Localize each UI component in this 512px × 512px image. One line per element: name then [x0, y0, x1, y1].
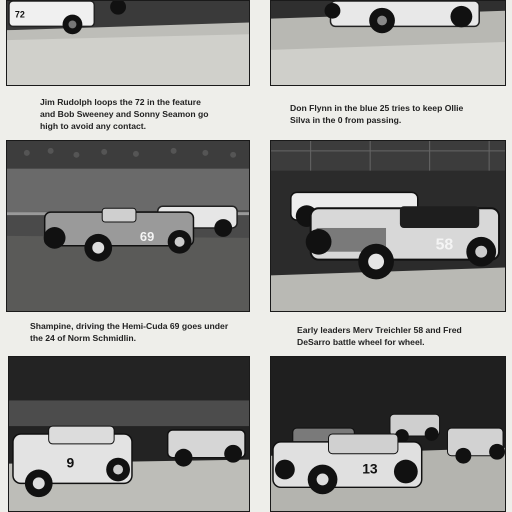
caption-flynn-25: Don Flynn in the blue 25 tries to keep Ollie Silva in the 0 from passing. [290, 103, 464, 125]
photo-flynn-25-silva-0 [270, 0, 506, 86]
photo-rudolph-loops-72 [6, 0, 250, 86]
car-number-58: 58 [435, 236, 454, 254]
photo-shampine-hemi-cuda-69 [6, 140, 250, 312]
car-number-72: 72 [14, 9, 25, 20]
photo-treichler-58-desarro [270, 140, 506, 312]
caption-treichler-58: Early leaders Merv Treichler 58 and Fred DeSarro battle wheel for wheel. [297, 325, 462, 347]
photo-car-9-night [8, 356, 250, 512]
caption-shampine-69: Shampine, driving the Hemi-Cuda 69 goes under the 24 of Norm Schmidlin. [30, 321, 229, 343]
car-number-13: 13 [362, 460, 378, 477]
car-number-9: 9 [66, 454, 75, 471]
photo-car-13-night [270, 356, 506, 512]
caption-rudolph-72: Jim Rudolph loops the 72 in the feature and Bob Sweeney and Sonny Seamon go high to avoid any contact. [40, 97, 209, 131]
car-number-69: 69 [139, 228, 155, 244]
